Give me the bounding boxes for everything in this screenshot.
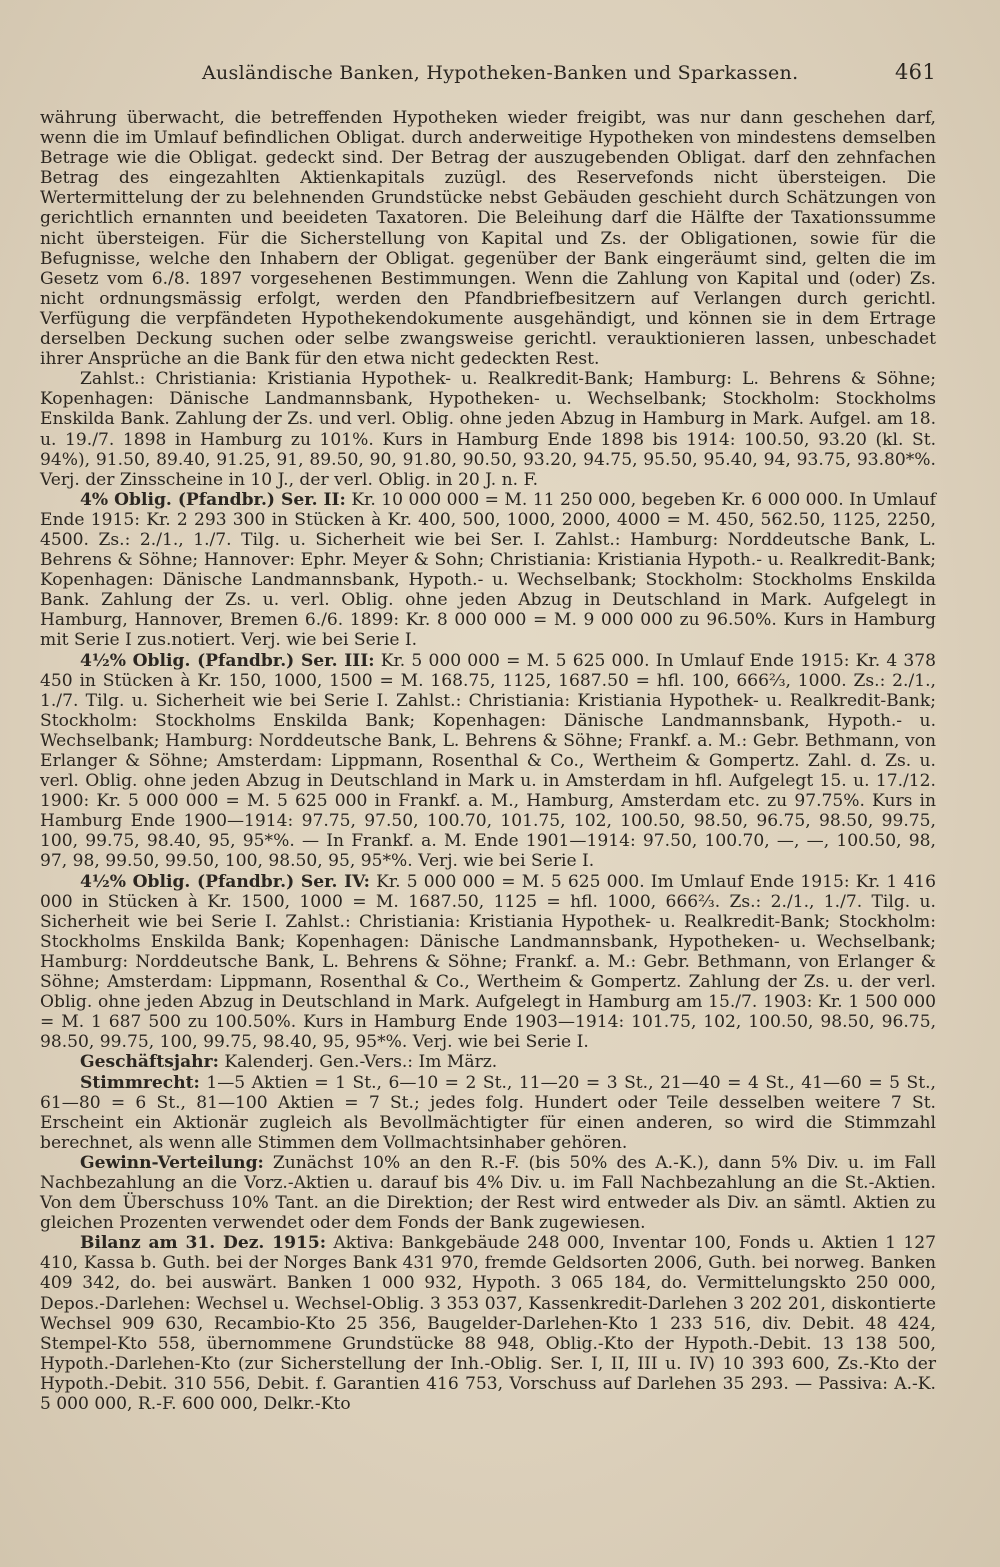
paragraph-text: Zahlst.: Christiania: Kristiania Hypothek- u. Realkredit-Bank; Hamburg: L. Behrens & Söhne; Kopenhagen: Dänische Landmannsbank, Hypotheken- u. Wechselbank; Stockholm: Stockholms Enskilda Bank. Zahlung der Zs. und verl. Oblig. ohne jeden Abzug in Hamburg in Mark. Aufgel. am 18. u. 19./7. 1898 in Hamburg zu 101%. Kurs in Hamburg Ende 1898 bis 1914: 100.50, 93.20 (kl. St. 94%), 91.50, 89.40, 91.25, 91, 89.50, 90, 91.80, 90.50, 93.20, 94.75, 95.50, 95.40, 94, 93.75, 93.80*%. Verj. der Zinsscheine in 10 J., der verl. Oblig. in 20 J. n. F.: [40, 369, 936, 490]
paragraph-heading: Geschäftsjahr:: [80, 1052, 219, 1073]
paragraph: [40, 1153, 936, 1233]
paragraph: [40, 1073, 936, 1153]
paragraph-text: Kr. 10 000 000 = M. 11 250 000, begeben Kr. 6 000 000. In Umlauf Ende 1915: Kr. 2 293 300 in Stücken à Kr. 400, 500, 1000, 2000, 4000 = M. 450, 562.50, 1125, 2250, 4500. Zs.: 2./1., 1./7. Tilg. u. Sicherheit wie bei Ser. I. Zahlst.: Hamburg: Norddeutsche Bank, L. Behrens & Söhne; Hannover: Ephr. Meyer & Sohn; Christiania: Kristiania Hypoth.- u. Realkredit-Bank; Kopenhagen: Dänische Landmannsbank, Hypoth.- u. Wechselbank; Stockholm: Stockholms Enskilda Bank. Zahlung der Zs. u. verl. Oblig. ohne jeden Abzug in Deutschland in Mark. Aufgelegt in Hamburg, Hannover, Bremen 6./6. 1899: Kr. 8 000 000 = M. 9 000 000 zu 96.50%. Kurs in Hamburg mit Serie I zus.notiert. Verj. wie bei Serie I.: [40, 489, 936, 651]
paragraph-heading: Bilanz am 31. Dez. 1915:: [80, 1233, 327, 1254]
paragraph-text: Zunächst 10% an den R.-F. (bis 50% des A.-K.), dann 5% Div. u. im Fall Nachbezahlung an die Vorz.-Aktien u. darauf bis 4% Div. u. im Fall Nachbezahlung an die St.-Aktien. Von dem Überschuss 10% Tant. an die Direktion; der Rest wird entweder als Div. an sämtl. Aktien zu gleichen Prozenten verwendet oder dem Fonds der Bank zugewiesen.: [40, 1152, 936, 1234]
paragraph-text: 1—5 Aktien = 1 St., 6—10 = 2 St., 11—20 = 3 St., 21—40 = 4 St., 41—60 = 5 St., 61—80 = 6 St., 81—100 Aktien = 7 St.; jedes folg. Hundert oder Teile desselben weitere 7 St. Erscheint ein Aktionär zugleich als Bevollmächtigter für einen anderen, so wird die Stimmzahl berechnet, als wenn alle Stimmen dem Vollmachtsinhaber gehören.: [40, 1072, 936, 1153]
paragraph-heading: Gewinn-Verteilung:: [80, 1152, 264, 1173]
paragraph: [40, 872, 936, 1053]
document-body: [40, 108, 936, 1414]
paragraph: [40, 651, 936, 872]
paragraph-heading: Stimmrecht:: [80, 1072, 200, 1093]
running-header: [40, 56, 936, 86]
paragraph: [40, 1052, 936, 1072]
paragraph: [40, 369, 936, 490]
paragraph: [40, 108, 936, 369]
page-number: 461: [895, 60, 936, 84]
paragraph-heading: 4½% Oblig. (Pfandbr.) Ser. IV:: [80, 871, 370, 892]
paragraph-text: währung überwacht, die betreffenden Hypotheken wieder freigibt, was nur dann geschehen darf, wenn die im Umlauf befindlichen Obligat. durch anderweitige Hypotheken von mindestens demselben Betrage wie die Obligat. gedeckt sind. Der Betrag der auszugebenden Obligat. darf den zehnfachen Betrag des eingezahlten Aktienkapitals zuzügl. des Reservefonds nicht übersteigen. Die Wertermittelung der zu belehnenden Grundstücke nebst Gebäuden geschieht durch Schätzungen von gerichtlich ernannten und beeideten Taxatoren. Die Beleihung darf die Hälfte der Taxationssumme nicht übersteigen. Für die Sicherstellung von Kapital und Zs. der Obligationen, sowie für die Befugnisse, welche den Inhabern der Obligat. gegenüber der Bank eingeräumt sind, gelten die im Gesetz vom 6./8. 1897 vorgesehenen Bestimmungen. Wenn die Zahlung von Kapital und (oder) Zs. nicht ordnungsmässig erfolgt, werden den Pfandbriefbesitzern auf Verlangen durch gerichtl. Verfügung die verpfändeten Hypothekendokumente ausgehändigt, und können sie in dem Ertrage derselben Deckung suchen oder selbe zwangsweise gerichtl. verauktionieren lassen, unbeschadet ihrer Ansprüche an die Bank für den etwa nicht gedeckten Rest.: [40, 108, 936, 370]
paragraph-heading: 4½% Oblig. (Pfandbr.) Ser. III:: [80, 650, 375, 671]
paragraph-heading: 4% Oblig. (Pfandbr.) Ser. II:: [80, 489, 346, 510]
paragraph: [40, 1233, 936, 1414]
paragraph: [40, 490, 936, 651]
paragraph-text: Kr. 5 000 000 = M. 5 625 000. Im Umlauf Ende 1915: Kr. 1 416 000 in Stücken à Kr. 1500, 1000 = M. 1687.50, 1125 = hfl. 1000, 666⅔. Zs.: 2./1., 1./7. Tilg. u. Sicherheit wie bei Serie I. Zahlst.: Christiania: Kristiania Hypothek- u. Realkredit-Bank; Stockholm: Stockholms Enskilda Bank; Kopenhagen: Dänische Landmannsbank, Hypotheken- u. Wechselbank; Hamburg: Norddeutsche Bank, L. Behrens & Söhne; Frankf. a. M.: Gebr. Bethmann, von Erlanger & Söhne; Amsterdam: Lippmann, Rosenthal & Co., Wertheim & Gompertz. Zahlung der Zs. u. der verl. Oblig. ohne jeden Abzug in Deutschland in Mark. Aufgelegt in Hamburg am 15./7. 1903: Kr. 1 500 000 = M. 1 687 500 zu 100.50%. Kurs in Hamburg Ende 1903—1914: 101.75, 102, 100.50, 98.50, 96.75, 98.50, 99.75, 100, 99.75, 98.40, 95, 95*%. Verj. wie bei Serie I.: [40, 871, 937, 1053]
paragraph-text: Aktiva: Bankgebäude 248 000, Inventar 100, Fonds u. Aktien 1 127 410, Kassa b. Guth. bei der Norges Bank 431 970, fremde Geldsorten 2006, Guth. bei norweg. Banken 409 342, do. bei auswärt. Banken 1 000 932, Hypoth. 3 065 184, do. Vermittelungskto 250 000, Depos.-Darlehen: Wechsel u. Wechsel-Oblig. 3 353 037, Kassenkredit-Darlehen 3 202 201, diskontierte Wechsel 909 630, Recambio-Kto 25 356, Baugelder-Darlehen-Kto 1 233 516, div. Debit. 48 424, Stempel-Kto 558, übernommene Grundstücke 88 948, Oblig.-Kto der Hypoth.-Debit. 13 138 500, Hypoth.-Darlehen-Kto (zur Sicherstellung der Inh.-Oblig. Ser. I, II, III u. IV) 10 393 600, Zs.-Kto der Hypoth.-Debit. 310 556, Debit. f. Garantien 416 753, Vorschuss auf Darlehen 35 293. — Passiva: A.-K. 5 000 000, R.-F. 600 000, Delkr.-Kto: [40, 1233, 936, 1414]
paragraph-text: Kr. 5 000 000 = M. 5 625 000. In Umlauf Ende 1915: Kr. 4 378 450 in Stücken à Kr. 150, 1000, 1500 = M. 168.75, 1125, 1687.50 = hfl. 100, 666⅔, 1000. Zs.: 2./1., 1./7. Tilg. u. Sicherheit wie bei Serie I. Zahlst.: Christiania: Kristiania Hypothek- u. Realkredit-Bank; Stockholm: Stockholms Enskilda Bank; Kopenhagen: Dänische Landmannsbank, Hypoth.- u. Wechselbank; Hamburg: Norddeutsche Bank, L. Behrens & Söhne; Frankf. a. M.: Gebr. Bethmann, von Erlanger & Söhne; Amsterdam: Lippmann, Rosenthal & Co., Wertheim & Gompertz. Zahl. d. Zs. u. verl. Oblig. ohne jeden Abzug in Deutschland in Mark u. in Amsterdam in hfl. Aufgelegt 15. u. 17./12. 1900: Kr. 5 000 000 = M. 5 625 000 in Frankf. a. M., Hamburg, Amsterdam etc. zu 97.75%. Kurs in Hamburg Ende 1900—1914: 97.75, 97.50, 100.70, 101.75, 102, 100.50, 98.50, 96.75, 98.50, 99.75, 100, 99.75, 98.40, 95, 95*%. — In Frankf. a. M. Ende 1901—1914: 97.50, 100.70, —, —, 100.50, 98, 97, 98, 99.50, 99.50, 100, 98.50, 95, 95*%. Verj. wie bei Serie I.: [40, 650, 936, 872]
header-title: Ausländische Banken, Hypotheken-Banken und Sparkassen.: [202, 62, 799, 84]
paragraph-text: Kalenderj. Gen.-Vers.: Im März.: [218, 1052, 498, 1073]
